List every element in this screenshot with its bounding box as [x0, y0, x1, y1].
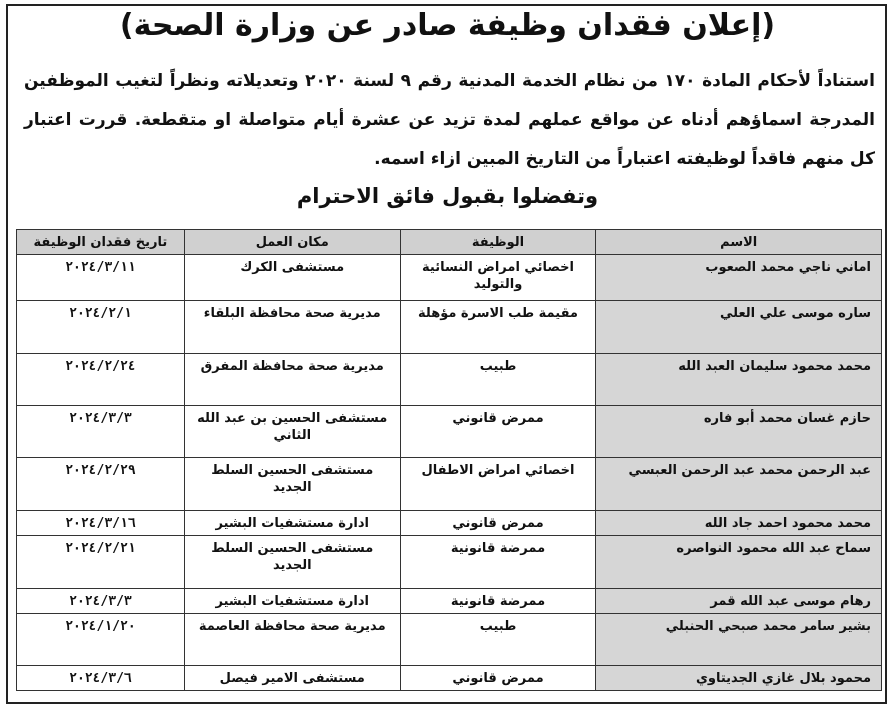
cell-place: مستشفى الحسين السلط الجديد: [184, 458, 400, 511]
cell-name: ساره موسى علي العلي: [596, 301, 882, 354]
table-row: [17, 406, 882, 458]
table-row: [17, 511, 882, 536]
cell-job: ممرضة قانونية: [400, 589, 596, 614]
header-job: الوظيفة: [400, 230, 596, 255]
cell-job: ممرض قانوني: [400, 666, 596, 691]
table-row: [17, 255, 882, 301]
cell-place: ادارة مستشفيات البشير: [184, 589, 400, 614]
cell-place: مستشفى الامير فيصل: [184, 666, 400, 691]
cell-date: ٢٠٢٤/٢/٢١: [17, 536, 185, 589]
employees-table: [16, 229, 882, 691]
cell-place: مستشفى الحسين السلط الجديد: [184, 536, 400, 589]
cell-name: سماح عبد الله محمود النواصره: [596, 536, 882, 589]
table-row: [17, 536, 882, 589]
notice-closing: وتفضلوا بقبول فائق الاحترام: [296, 184, 599, 208]
cell-date: ٢٠٢٤/١/٢٠: [17, 614, 185, 666]
cell-date: ٢٠٢٤/٣/١١: [17, 255, 185, 301]
table-header-row: [17, 230, 882, 255]
cell-date: ٢٠٢٤/٣/١٦: [17, 511, 185, 536]
cell-name: محمد محمود سليمان العبد الله: [596, 354, 882, 406]
header-place: مكان العمل: [184, 230, 400, 255]
cell-date: ٢٠٢٤/٢/٢٩: [17, 458, 185, 511]
cell-date: ٢٠٢٤/٢/٢٤: [17, 354, 185, 406]
cell-place: مديرية صحة محافظة المفرق: [184, 354, 400, 406]
cell-name: اماني ناجي محمد الصعوب: [596, 255, 882, 301]
cell-job: ممرض قانوني: [400, 406, 596, 458]
table-row: [17, 354, 882, 406]
cell-place: ادارة مستشفيات البشير: [184, 511, 400, 536]
cell-date: ٢٠٢٤/٣/٣: [17, 589, 185, 614]
cell-name: محمود بلال غازي الجديتاوي: [596, 666, 882, 691]
cell-name: بشير سامر محمد صبحي الحنبلي: [596, 614, 882, 666]
cell-place: مديرية صحة محافظة العاصمة: [184, 614, 400, 666]
cell-place: مستشفى الكرك: [184, 255, 400, 301]
cell-name: عبد الرحمن محمد عبد الرحمن العبسي: [596, 458, 882, 511]
table-row: [17, 614, 882, 666]
cell-job: اخصائي امراض النسائية والتوليد: [400, 255, 596, 301]
table-row: [17, 301, 882, 354]
cell-date: ٢٠٢٤/٢/١: [17, 301, 185, 354]
cell-name: رهام موسى عبد الله قمر: [596, 589, 882, 614]
table-row: [17, 458, 882, 511]
cell-place: مستشفى الحسين بن عبد الله الثاني: [184, 406, 400, 458]
cell-name: محمد محمود احمد جاد الله: [596, 511, 882, 536]
cell-job: ممرض قانوني: [400, 511, 596, 536]
cell-name: حازم غسان محمد أبو فاره: [596, 406, 882, 458]
table-row: [17, 589, 882, 614]
cell-job: طبيب: [400, 614, 596, 666]
cell-job: ممرضة قانونية: [400, 536, 596, 589]
notice-title: (إعلان فقدان وظيفة صادر عن وزارة الصحة): [119, 8, 776, 43]
cell-job: اخصائي امراض الاطفال: [400, 458, 596, 511]
header-date: تاريخ فقدان الوظيفة: [17, 230, 185, 255]
table-row: [17, 666, 882, 691]
cell-place: مديرية صحة محافظة البلقاء: [184, 301, 400, 354]
cell-date: ٢٠٢٤/٣/٦: [17, 666, 185, 691]
cell-job: طبيب: [400, 354, 596, 406]
header-name: الاسم: [596, 230, 882, 255]
notice-body: استناداً لأحكام المادة ١٧٠ من نظام الخدمة المدنية رقم ٩ لسنة ٢٠٢٠ وتعديلاته ونظراً لتغيب الموظفين المدرجة اسماؤهم أدناه عن مواقع عملهم لمدة تزيد عن عشرة أيام متواصلة او متقطعة. قررت اعتبار كل منهم فاقداً لوظيفته اعتباراً من التاريخ المبين ازاء اسمه.: [24, 71, 875, 169]
cell-job: مقيمة طب الاسرة مؤهلة: [400, 301, 596, 354]
cell-date: ٢٠٢٤/٣/٣: [17, 406, 185, 458]
